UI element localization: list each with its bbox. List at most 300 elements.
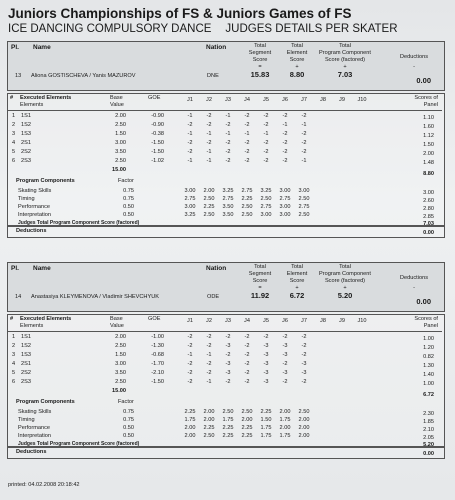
base-total: 15.00 bbox=[112, 388, 126, 394]
col-goe: GOE bbox=[148, 95, 161, 101]
element-base: 2.00 bbox=[115, 113, 126, 119]
element-judge-score: -1 bbox=[187, 131, 193, 137]
col-panel-2: Panel bbox=[423, 323, 438, 329]
element-num: 4 bbox=[12, 361, 16, 367]
element-judge-score: -2 bbox=[301, 352, 307, 358]
name-label: Name bbox=[33, 265, 51, 272]
col-judge: J8 bbox=[320, 318, 326, 324]
col-judge: J10 bbox=[357, 318, 367, 324]
tss-label-2: Segment bbox=[248, 271, 272, 277]
element-judge-score: -2 bbox=[225, 352, 231, 358]
component-judge-score: 3.00 bbox=[279, 188, 291, 194]
element-judge-score: -1 bbox=[187, 113, 193, 119]
col-judge: J6 bbox=[282, 97, 288, 103]
pcs-label-3: Score (factored) bbox=[324, 57, 366, 63]
element-judge-score: -2 bbox=[206, 343, 212, 349]
component-panel: 1.85 bbox=[423, 419, 434, 425]
col-judge: J1 bbox=[187, 318, 193, 324]
tss-label: Total bbox=[254, 43, 266, 49]
element-goe: -0.68 bbox=[151, 352, 164, 358]
element-judge-score: -2 bbox=[225, 379, 231, 385]
element-judge-score: -2 bbox=[282, 140, 288, 146]
component-judge-score: 1.75 bbox=[260, 433, 272, 439]
element-judge-score: -1 bbox=[206, 158, 212, 164]
element-judge-score: -2 bbox=[244, 343, 250, 349]
tss-value: 11.92 bbox=[250, 291, 270, 300]
component-judge-score: 2.50 bbox=[260, 196, 272, 202]
judges-total-label: Judges Total Program Component Score (factored) bbox=[18, 441, 140, 447]
element-num: 3 bbox=[12, 131, 16, 137]
judges-total-label: Judges Total Program Component Score (factored) bbox=[18, 220, 140, 226]
element-judge-score: -2 bbox=[282, 131, 288, 137]
component-panel: 2.80 bbox=[423, 206, 434, 212]
element-judge-score: -1 bbox=[187, 352, 193, 358]
element-base: 2.50 bbox=[115, 122, 126, 128]
element-panel: 0.82 bbox=[423, 354, 434, 360]
component-judge-score: 2.00 bbox=[203, 188, 215, 194]
element-goe: -1.50 bbox=[151, 379, 164, 385]
tss-value: 15.83 bbox=[250, 70, 270, 79]
element-code: 2S2 bbox=[21, 370, 31, 376]
element-goe: -0.90 bbox=[151, 122, 164, 128]
component-judge-score: 2.50 bbox=[203, 433, 215, 439]
element-judge-score: -2 bbox=[225, 149, 231, 155]
component-panel: 2.60 bbox=[423, 198, 434, 204]
col-exec-2: Elements bbox=[20, 323, 44, 329]
tes-label-3: Score bbox=[289, 57, 305, 63]
col-panel: Scores of bbox=[414, 316, 438, 322]
element-goe: -0.90 bbox=[151, 113, 164, 119]
element-judge-score: -2 bbox=[206, 122, 212, 128]
component-judge-score: 2.75 bbox=[241, 188, 253, 194]
component-judge-score: 2.25 bbox=[241, 196, 253, 202]
element-base: 3.50 bbox=[115, 149, 126, 155]
deductions-label: Deductions bbox=[16, 449, 47, 455]
component-judge-score: 2.00 bbox=[279, 409, 291, 415]
component-judge-score: 2.50 bbox=[203, 212, 215, 218]
col-judge: J9 bbox=[339, 318, 345, 324]
element-judge-score: -1 bbox=[244, 131, 250, 137]
element-judge-score: -3 bbox=[225, 370, 231, 376]
plus-sign: + bbox=[295, 64, 299, 70]
col-panel: Scores of bbox=[414, 95, 438, 101]
element-panel: 1.48 bbox=[423, 160, 434, 166]
element-judge-score: -1 bbox=[225, 131, 231, 137]
element-judge-score: -1 bbox=[206, 352, 212, 358]
col-base: Base bbox=[110, 95, 123, 101]
element-num: 6 bbox=[12, 379, 16, 385]
element-judge-score: -2 bbox=[244, 334, 250, 340]
component-judge-score: 2.00 bbox=[298, 433, 310, 439]
element-panel: 1.60 bbox=[423, 124, 434, 130]
element-goe: -0.38 bbox=[151, 131, 164, 137]
component-judge-score: 3.25 bbox=[222, 188, 234, 194]
col-judge: J4 bbox=[244, 97, 250, 103]
element-judge-score: -2 bbox=[187, 149, 193, 155]
col-judge: J3 bbox=[225, 97, 231, 103]
component-judge-score: 2.75 bbox=[279, 196, 291, 202]
deductions-bar bbox=[7, 447, 445, 459]
element-base: 1.50 bbox=[115, 352, 126, 358]
col-judge: J4 bbox=[244, 318, 250, 324]
col-num: # bbox=[10, 316, 14, 322]
element-judge-score: -3 bbox=[282, 370, 288, 376]
component-judge-score: 3.00 bbox=[279, 212, 291, 218]
element-code: 1S2 bbox=[21, 343, 31, 349]
element-num: 4 bbox=[12, 140, 16, 146]
element-judge-score: -2 bbox=[244, 352, 250, 358]
element-judge-score: -3 bbox=[301, 361, 307, 367]
element-panel: 1.10 bbox=[423, 115, 434, 121]
tss-label-3: Score bbox=[252, 57, 268, 63]
element-judge-score: -2 bbox=[206, 370, 212, 376]
element-code: 1S1 bbox=[21, 113, 31, 119]
element-judge-score: -2 bbox=[282, 149, 288, 155]
component-judge-score: 3.00 bbox=[184, 188, 196, 194]
element-judge-score: -2 bbox=[206, 113, 212, 119]
element-judge-score: -3 bbox=[263, 370, 269, 376]
skater-rank: 13 bbox=[15, 73, 22, 79]
pl-label: Pl. bbox=[11, 44, 19, 51]
element-num: 2 bbox=[12, 122, 16, 128]
component-name: Interpretation bbox=[18, 212, 51, 218]
element-goe: -1.02 bbox=[151, 158, 164, 164]
component-judge-score: 2.25 bbox=[203, 204, 215, 210]
element-judge-score: -1 bbox=[206, 149, 212, 155]
factor-header: Factor bbox=[118, 399, 134, 405]
component-judge-score: 2.25 bbox=[260, 409, 272, 415]
tes-label: Total bbox=[291, 43, 303, 49]
component-judge-score: 2.75 bbox=[298, 204, 310, 210]
component-judge-score: 1.75 bbox=[222, 417, 234, 423]
col-judge: J5 bbox=[263, 97, 269, 103]
component-judge-score: 3.00 bbox=[260, 212, 272, 218]
component-judge-score: 2.50 bbox=[298, 409, 310, 415]
ded-label: Deductions bbox=[400, 275, 428, 281]
col-base-2: Value bbox=[110, 323, 124, 329]
element-judge-score: -2 bbox=[301, 113, 307, 119]
component-name: Timing bbox=[18, 196, 35, 202]
element-judge-score: -3 bbox=[263, 343, 269, 349]
pc-total: 7.03 bbox=[423, 221, 434, 227]
element-goe: -1.00 bbox=[151, 334, 164, 340]
pc-header: Program Components bbox=[16, 399, 75, 405]
element-code: 1S3 bbox=[21, 352, 31, 358]
eq-sign: = bbox=[258, 64, 262, 70]
component-judge-score: 2.25 bbox=[241, 433, 253, 439]
component-judge-score: 1.75 bbox=[184, 417, 196, 423]
skater-name: Anastasiya KLEYMENOVA / Vladimir SHEVCHYUK bbox=[31, 294, 159, 300]
nation-label: Nation bbox=[206, 265, 227, 272]
element-num: 1 bbox=[12, 334, 16, 340]
tes-label-3: Score bbox=[289, 278, 305, 284]
element-judge-score: -2 bbox=[187, 343, 193, 349]
element-judge-score: -2 bbox=[244, 370, 250, 376]
col-judge: J1 bbox=[187, 97, 193, 103]
plus-sign-2: + bbox=[343, 64, 347, 70]
element-judge-score: -2 bbox=[282, 113, 288, 119]
element-judge-score: -2 bbox=[244, 113, 250, 119]
element-code: 1S3 bbox=[21, 131, 31, 137]
component-judge-score: 2.25 bbox=[222, 425, 234, 431]
col-judge: J6 bbox=[282, 318, 288, 324]
element-judge-score: -2 bbox=[301, 379, 307, 385]
element-num: 6 bbox=[12, 158, 16, 164]
element-judge-score: -3 bbox=[263, 379, 269, 385]
component-name: Interpretation bbox=[18, 433, 51, 439]
element-judge-score: -2 bbox=[206, 334, 212, 340]
element-goe: -1.50 bbox=[151, 140, 164, 146]
component-factor: 0.75 bbox=[123, 188, 134, 194]
element-judge-score: -2 bbox=[225, 122, 231, 128]
nation-label: Nation bbox=[206, 44, 227, 51]
component-judge-score: 2.00 bbox=[184, 433, 196, 439]
element-judge-score: -1 bbox=[187, 158, 193, 164]
element-num: 1 bbox=[12, 113, 16, 119]
component-judge-score: 1.75 bbox=[279, 433, 291, 439]
pcs-label-2: Program Component bbox=[319, 50, 371, 56]
skater-name: Aliona GOSTISCHEVA / Yanis MAZUROV bbox=[31, 73, 136, 79]
element-judge-score: -3 bbox=[263, 361, 269, 367]
minus-sign: - bbox=[413, 64, 415, 70]
element-judge-score: -2 bbox=[282, 334, 288, 340]
col-judge: J7 bbox=[301, 97, 307, 103]
col-base: Base bbox=[110, 316, 123, 322]
component-judge-score: 2.00 bbox=[184, 425, 196, 431]
element-judge-score: -2 bbox=[301, 140, 307, 146]
header-rule bbox=[8, 331, 442, 332]
component-judge-score: 2.50 bbox=[241, 409, 253, 415]
component-factor: 0.50 bbox=[123, 425, 134, 431]
col-judge: J7 bbox=[301, 318, 307, 324]
element-goe: -2.10 bbox=[151, 370, 164, 376]
element-base: 2.50 bbox=[115, 158, 126, 164]
pc-header: Program Components bbox=[16, 178, 75, 184]
element-judge-score: -2 bbox=[206, 361, 212, 367]
header-rule bbox=[8, 110, 442, 111]
element-judge-score: -2 bbox=[301, 149, 307, 155]
col-goe: GOE bbox=[148, 316, 161, 322]
element-judge-score: -3 bbox=[225, 343, 231, 349]
element-judge-score: -1 bbox=[282, 122, 288, 128]
col-judge: J5 bbox=[263, 318, 269, 324]
element-judge-score: -2 bbox=[263, 140, 269, 146]
element-judge-score: -1 bbox=[301, 158, 307, 164]
element-num: 2 bbox=[12, 343, 16, 349]
element-code: 1S2 bbox=[21, 122, 31, 128]
pl-label: Pl. bbox=[11, 265, 19, 272]
pcs-value: 7.03 bbox=[337, 70, 353, 79]
element-panel: 1.30 bbox=[423, 363, 434, 369]
component-judge-score: 2.75 bbox=[222, 196, 234, 202]
minus-sign: - bbox=[413, 285, 415, 291]
name-label: Name bbox=[33, 44, 51, 51]
element-base: 2.50 bbox=[115, 343, 126, 349]
element-judge-score: -3 bbox=[282, 343, 288, 349]
pcs-label: Total bbox=[339, 43, 351, 49]
report-name: JUDGES DETAILS PER SKATER bbox=[225, 23, 398, 35]
component-judge-score: 2.50 bbox=[241, 204, 253, 210]
component-judge-score: 1.75 bbox=[279, 417, 291, 423]
component-judge-score: 2.00 bbox=[298, 417, 310, 423]
element-judge-score: -2 bbox=[225, 140, 231, 146]
component-panel: 2.85 bbox=[423, 214, 434, 220]
tes-value: 8.80 bbox=[289, 70, 305, 79]
col-num: # bbox=[10, 95, 14, 101]
element-goe: -1.30 bbox=[151, 343, 164, 349]
component-panel: 2.30 bbox=[423, 411, 434, 417]
col-judge: J3 bbox=[225, 318, 231, 324]
element-base: 3.00 bbox=[115, 140, 126, 146]
col-judge: J2 bbox=[206, 318, 212, 324]
element-base: 2.50 bbox=[115, 379, 126, 385]
component-judge-score: 3.50 bbox=[222, 204, 234, 210]
element-judge-score: -2 bbox=[225, 334, 231, 340]
element-num: 3 bbox=[12, 352, 16, 358]
element-judge-score: -2 bbox=[187, 379, 193, 385]
element-code: 2S1 bbox=[21, 140, 31, 146]
element-judge-score: -1 bbox=[301, 122, 307, 128]
component-panel: 3.00 bbox=[423, 190, 434, 196]
component-factor: 0.50 bbox=[123, 204, 134, 210]
component-name: Performance bbox=[18, 425, 51, 431]
element-panel: 1.40 bbox=[423, 372, 434, 378]
col-exec: Executed Elements bbox=[20, 95, 72, 101]
component-judge-score: 2.00 bbox=[279, 425, 291, 431]
deductions-value: 0.00 bbox=[423, 230, 434, 236]
component-judge-score: 2.50 bbox=[222, 409, 234, 415]
component-judge-score: 1.50 bbox=[260, 417, 272, 423]
col-judge: J9 bbox=[339, 97, 345, 103]
element-judge-score: -2 bbox=[282, 158, 288, 164]
element-judge-score: -1 bbox=[206, 131, 212, 137]
element-judge-score: -2 bbox=[244, 158, 250, 164]
element-judge-score: -2 bbox=[206, 140, 212, 146]
element-panel: 2.00 bbox=[423, 151, 434, 157]
element-judge-score: -2 bbox=[263, 122, 269, 128]
element-base: 3.00 bbox=[115, 361, 126, 367]
pcs-value: 5.20 bbox=[337, 291, 353, 300]
col-base-2: Value bbox=[110, 102, 124, 108]
tss-label-3: Score bbox=[252, 278, 268, 284]
component-judge-score: 3.00 bbox=[279, 204, 291, 210]
element-goe: -1.70 bbox=[151, 361, 164, 367]
element-judge-score: -2 bbox=[263, 334, 269, 340]
element-code: 2S2 bbox=[21, 149, 31, 155]
element-judge-score: -2 bbox=[301, 131, 307, 137]
element-judge-score: -2 bbox=[187, 370, 193, 376]
element-panel: 1.00 bbox=[423, 381, 434, 387]
ded-value: 0.00 bbox=[416, 76, 431, 85]
element-panel: 1.12 bbox=[423, 133, 434, 139]
element-judge-score: -2 bbox=[244, 361, 250, 367]
pc-total: 5.20 bbox=[423, 442, 434, 448]
deductions-label: Deductions bbox=[16, 228, 47, 234]
col-judge: J2 bbox=[206, 97, 212, 103]
element-base: 1.50 bbox=[115, 131, 126, 137]
segment-name: ICE DANCING COMPULSORY DANCE bbox=[8, 23, 212, 35]
plus-sign-2: + bbox=[343, 285, 347, 291]
deductions-value: 0.00 bbox=[423, 451, 434, 457]
component-judge-score: 3.50 bbox=[222, 212, 234, 218]
element-num: 5 bbox=[12, 149, 16, 155]
skater-rank: 14 bbox=[15, 294, 22, 300]
component-judge-score: 3.25 bbox=[260, 188, 272, 194]
element-judge-score: -2 bbox=[244, 379, 250, 385]
component-judge-score: 2.50 bbox=[298, 212, 310, 218]
component-factor: 0.75 bbox=[123, 409, 134, 415]
component-factor: 0.50 bbox=[123, 433, 134, 439]
element-judge-score: -2 bbox=[301, 343, 307, 349]
component-name: Skating Skills bbox=[18, 188, 52, 194]
component-panel: 2.05 bbox=[423, 435, 434, 441]
element-judge-score: -3 bbox=[301, 370, 307, 376]
tes-total: 6.72 bbox=[423, 392, 434, 398]
component-judge-score: 2.25 bbox=[203, 425, 215, 431]
element-panel: 1.50 bbox=[423, 142, 434, 148]
component-judge-score: 1.75 bbox=[260, 425, 272, 431]
element-judge-score: -2 bbox=[263, 149, 269, 155]
tes-label-2: Element bbox=[286, 271, 308, 277]
element-judge-score: -2 bbox=[263, 158, 269, 164]
component-judge-score: 3.25 bbox=[184, 212, 196, 218]
element-num: 5 bbox=[12, 370, 16, 376]
element-judge-score: -2 bbox=[263, 113, 269, 119]
element-judge-score: -1 bbox=[263, 131, 269, 137]
base-total: 15.00 bbox=[112, 167, 126, 173]
element-judge-score: -2 bbox=[225, 158, 231, 164]
element-code: 2S3 bbox=[21, 379, 31, 385]
component-judge-score: 2.25 bbox=[184, 409, 196, 415]
element-code: 2S1 bbox=[21, 361, 31, 367]
component-judge-score: 2.75 bbox=[260, 204, 272, 210]
factor-header: Factor bbox=[118, 178, 134, 184]
event-subtitle bbox=[8, 23, 398, 35]
component-judge-score: 3.00 bbox=[184, 204, 196, 210]
component-judge-score: 3.00 bbox=[298, 188, 310, 194]
component-judge-score: 2.00 bbox=[203, 409, 215, 415]
element-base: 2.00 bbox=[115, 334, 126, 340]
element-judge-score: -3 bbox=[263, 352, 269, 358]
tes-label: Total bbox=[291, 264, 303, 270]
element-judge-score: -1 bbox=[206, 379, 212, 385]
component-judge-score: 2.00 bbox=[203, 417, 215, 423]
component-factor: 0.75 bbox=[123, 196, 134, 202]
tes-label-2: Element bbox=[286, 50, 308, 56]
eq-sign: = bbox=[258, 285, 262, 291]
component-name: Performance bbox=[18, 204, 51, 210]
component-panel: 2.10 bbox=[423, 427, 434, 433]
component-factor: 0.75 bbox=[123, 417, 134, 423]
component-name: Timing bbox=[18, 417, 35, 423]
element-judge-score: -2 bbox=[187, 140, 193, 146]
event-title: Juniors Championships of FS & Juniors Games of FS bbox=[8, 6, 352, 21]
element-judge-score: -2 bbox=[187, 361, 193, 367]
element-code: 1S1 bbox=[21, 334, 31, 340]
component-judge-score: 2.25 bbox=[241, 425, 253, 431]
element-judge-score: -2 bbox=[244, 122, 250, 128]
pcs-label: Total bbox=[339, 264, 351, 270]
element-judge-score: -2 bbox=[301, 334, 307, 340]
tss-label: Total bbox=[254, 264, 266, 270]
col-judge: J8 bbox=[320, 97, 326, 103]
component-judge-score: 2.50 bbox=[298, 196, 310, 202]
col-exec-2: Elements bbox=[20, 102, 44, 108]
tes-value: 6.72 bbox=[289, 291, 305, 300]
tss-label-2: Segment bbox=[248, 50, 272, 56]
element-judge-score: -2 bbox=[282, 361, 288, 367]
deductions-bar bbox=[7, 226, 445, 238]
